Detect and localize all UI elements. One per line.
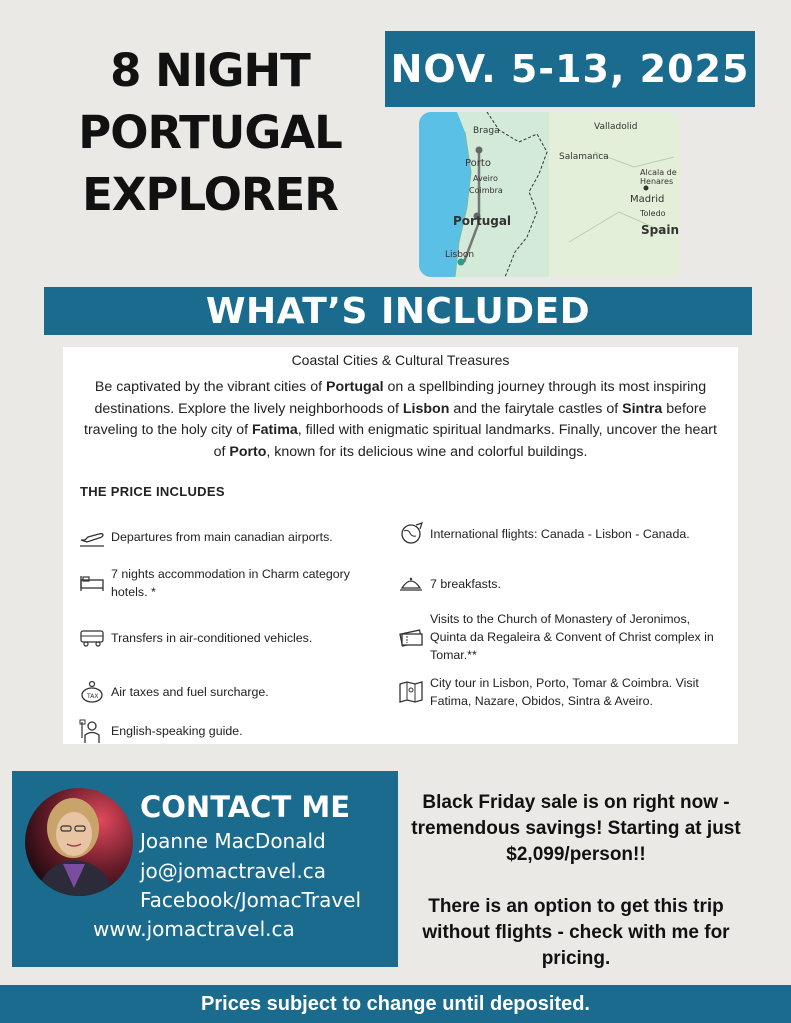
desc-porto: Porto: [229, 443, 267, 460]
title-line-3: EXPLORER: [82, 168, 338, 221]
airplane-icon: [77, 522, 107, 552]
desc-portugal: Portugal: [325, 379, 384, 395]
trip-description: [77, 377, 724, 463]
feature-flights-text: International flights: Canada - Lisbon - Canada.: [430, 527, 690, 541]
feature-departures: [77, 522, 387, 552]
tickets-icon: [396, 622, 426, 652]
feature-taxes-text: Air taxes and fuel surcharge.: [111, 685, 269, 699]
guide-icon: [77, 716, 107, 746]
map-label-spain: Spain: [641, 223, 679, 237]
promo-text: [405, 790, 747, 972]
included-heading: WHAT’S INCLUDED: [205, 290, 591, 332]
title-line-2: PORTUGAL: [78, 106, 342, 159]
map-label-aveiro: Aveiro: [473, 174, 498, 183]
desc-text-4: before traveling to the holy city of: [84, 400, 707, 438]
trip-dates: NOV. 5-13, 2025: [390, 47, 750, 91]
title-line-1: 8 NIGHT: [110, 44, 310, 97]
contact-website[interactable]: www.jomactravel.ca: [93, 917, 295, 941]
footer-text: Prices subject to change until deposited.: [201, 992, 590, 1015]
map-label-alcala: Alcala de: [640, 168, 677, 177]
map-label-toledo: Toledo: [640, 209, 666, 218]
feature-flights: [396, 519, 721, 549]
feature-citytour: [396, 674, 721, 710]
desc-text-1: Be captivated by the vibrant cities of: [94, 379, 326, 395]
panel-subtitle: Coastal Cities & Cultural Treasures: [291, 352, 510, 368]
map-label-coimbra: Coimbra: [469, 186, 503, 195]
feature-transfers-text: Transfers in air-conditioned vehicles.: [111, 631, 313, 645]
desc-lisbon: Lisbon: [402, 400, 450, 417]
map-label-madrid: Madrid: [630, 194, 665, 205]
feature-taxes: [77, 677, 387, 707]
footer-banner: [0, 985, 791, 1023]
contact-box: [12, 771, 398, 967]
contact-email[interactable]: jo@jomactravel.ca: [140, 859, 326, 883]
feature-guide-text: English-speaking guide.: [111, 724, 243, 738]
feature-departures-text: Departures from main canadian airports.: [111, 530, 333, 544]
map-label-lisbon: Lisbon: [445, 250, 475, 260]
cloche-icon: [396, 569, 426, 599]
feature-citytour-text: City tour in Lisbon, Porto, Tomar & Coimbra. Visit Fatima, Nazare, Obidos, Sintra & Aveiro.: [430, 676, 699, 708]
feature-accommodation: [77, 565, 387, 601]
date-banner: [385, 31, 755, 107]
contact-facebook[interactable]: Facebook/JomacTravel: [140, 888, 362, 912]
price-includes-heading: THE PRICE INCLUDES: [80, 484, 225, 499]
contact-name: Joanne MacDonald: [140, 829, 326, 853]
feature-accommodation-text: 7 nights accommodation in Charm category hotels. *: [111, 567, 350, 599]
desc-fatima: Fatima: [252, 422, 298, 438]
desc-text-6: , known for its delicious wine and colorful buildings.: [266, 443, 588, 460]
globe-plane-icon: [396, 519, 426, 549]
feature-breakfasts: [396, 569, 721, 599]
promo-line-2: There is an option to get this trip without flights - check with me for pricing.: [422, 896, 730, 969]
bus-icon: [77, 623, 107, 653]
feature-visits: [396, 610, 721, 664]
map-label-henares: Henares: [640, 177, 674, 186]
contact-heading: CONTACT ME: [140, 790, 351, 824]
feature-guide: [77, 716, 387, 746]
promo-line-1: Black Friday sale is on right now - tremendous savings! Starting at just $2,099/person!!: [411, 792, 741, 865]
bed-icon: [77, 568, 107, 598]
included-banner: [44, 287, 752, 335]
page-title: [30, 40, 390, 226]
map-label-salamanca: Salamanca: [559, 152, 609, 162]
feature-visits-text: Visits to the Church of Monastery of Jeronimos, Quinta da Regaleira & Convent of Christ complex in Tomar.**: [430, 612, 714, 662]
desc-text-5: , filled with enigmatic spiritual landmarks. Finally, uncover the heart of: [213, 422, 717, 460]
desc-text-2: on a spellbinding journey through its most inspiring destinations. Explore the lively neighborhoods of: [94, 379, 707, 417]
desc-text-3: and the fairytale castles of: [449, 400, 623, 417]
city-map-icon: [396, 677, 426, 707]
map-label-valladolid: Valladolid: [594, 122, 638, 132]
desc-sintra: Sintra: [622, 400, 663, 417]
itinerary-panel: [63, 347, 738, 744]
map-label-braga: Braga: [473, 126, 500, 136]
feature-transfers: [77, 623, 387, 653]
tax-piggy-icon: [77, 677, 107, 707]
map-label-porto: Porto: [465, 158, 491, 169]
feature-breakfasts-text: 7 breakfasts.: [430, 577, 501, 591]
map-label-portugal: Portugal: [453, 214, 512, 228]
route-map: [419, 112, 680, 277]
agent-photo: [25, 788, 133, 896]
svg-text:TAX: TAX: [87, 693, 99, 700]
